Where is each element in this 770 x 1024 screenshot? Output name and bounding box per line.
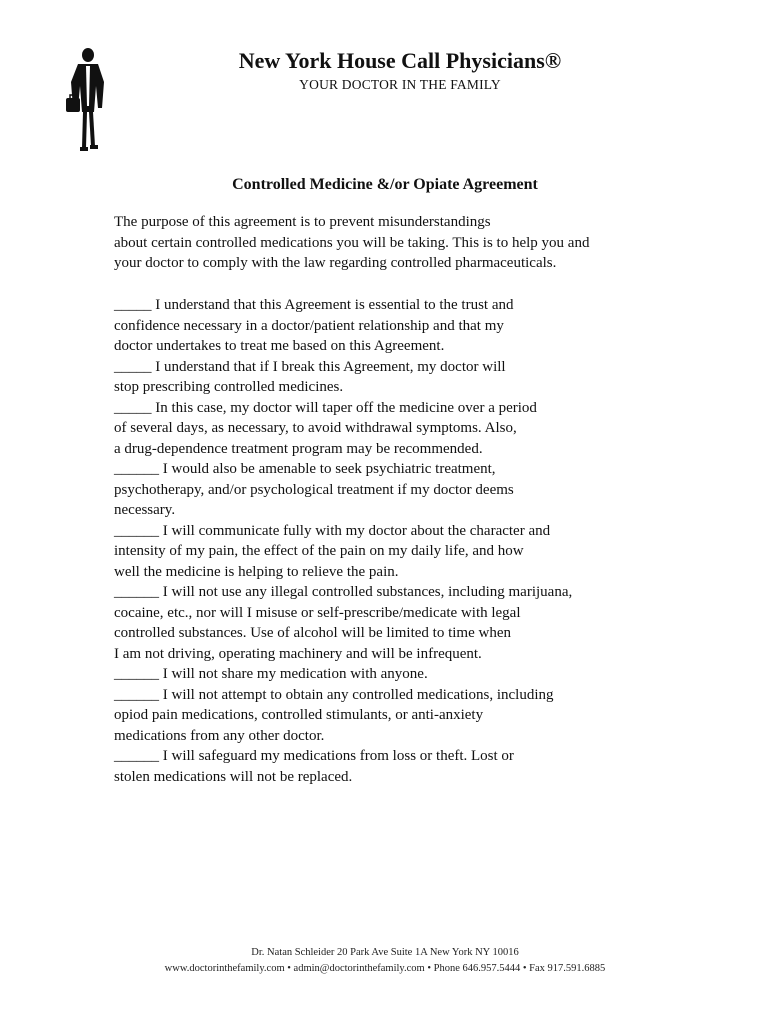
item-line: opiod pain medications, controlled stimulants, or anti-anxiety [114, 707, 484, 723]
agreement-item [114, 685, 674, 747]
agreement-item [114, 521, 674, 583]
agreement-item [114, 746, 674, 787]
item-line: well the medicine is helping to relieve the pain. [114, 563, 399, 580]
item-line: necessary. [114, 502, 176, 518]
footer-contact: www.doctorinthefamily.com • admin@doctorinthefamily.com • Phone 646.957.5444 • Fax 917.591.6885 [164, 963, 606, 974]
item-line: intensity of my pain, the effect of the pain on my daily life, and how [114, 543, 524, 559]
agreement-item [114, 582, 674, 664]
practice-tagline: YOUR DOCTOR IN THE FAMILY [299, 77, 501, 92]
agreement-heading: Controlled Medicine &/or Opiate Agreement [232, 176, 538, 193]
intro-line: The purpose of this agreement is to prevent misunderstandings [114, 214, 491, 230]
item-line: _____ I understand that this Agreement is essential to the trust and [114, 297, 514, 313]
agreement-item [114, 664, 674, 685]
agreement-item [114, 357, 674, 398]
item-line: ______ I will not use any illegal controlled substances, including marijuana, [114, 584, 573, 600]
item-line: ______ I will not share my medication with anyone. [114, 666, 428, 682]
item-line: psychotherapy, and/or psychological treatment if my doctor deems [114, 481, 514, 498]
item-line: cocaine, etc., nor will I misuse or self-prescribe/medicate with legal [114, 604, 521, 621]
item-line: doctor undertakes to treat me based on this Agreement. [114, 338, 445, 354]
agreement-items [114, 295, 674, 787]
agreement-item [114, 398, 674, 460]
item-line: confidence necessary in a doctor/patient relationship and that my [114, 317, 504, 334]
agreement-item [114, 295, 674, 357]
intro-paragraph [114, 212, 674, 274]
intro-line: your doctor to comply with the law regarding controlled pharmaceuticals. [114, 255, 557, 271]
item-line: _____ I understand that if I break this Agreement, my doctor will [114, 358, 506, 375]
item-line: ______ I would also be amenable to seek psychiatric treatment, [114, 461, 496, 477]
item-line: a drug-dependence treatment program may be recommended. [114, 440, 483, 457]
agreement-item [114, 459, 674, 521]
item-line: ______ I will not attempt to obtain any controlled medications, including [114, 686, 554, 703]
item-line: of several days, as necessary, to avoid withdrawal symptoms. Also, [114, 420, 517, 436]
item-line: stolen medications will not be replaced. [114, 768, 353, 785]
practice-title: New York House Call Physicians® [238, 48, 562, 73]
doctor-logo-icon [58, 46, 114, 158]
item-line: ______ I will communicate fully with my doctor about the character and [114, 522, 551, 539]
item-line: I am not driving, operating machinery and will be infrequent. [114, 645, 482, 662]
item-line: _____ In this case, my doctor will taper off the medicine over a period [114, 399, 537, 416]
item-line: stop prescribing controlled medicines. [114, 379, 344, 395]
item-line: medications from any other doctor. [114, 727, 325, 744]
item-line: controlled substances. Use of alcohol will be limited to time when [114, 625, 511, 641]
item-line: ______ I will safeguard my medications from loss or theft. Lost or [114, 748, 514, 764]
footer-address: Dr. Natan Schleider 20 Park Ave Suite 1A New York NY 10016 [251, 947, 519, 958]
intro-line: about certain controlled medications you will be taking. This is to help you and [114, 234, 590, 251]
footer [0, 945, 770, 977]
